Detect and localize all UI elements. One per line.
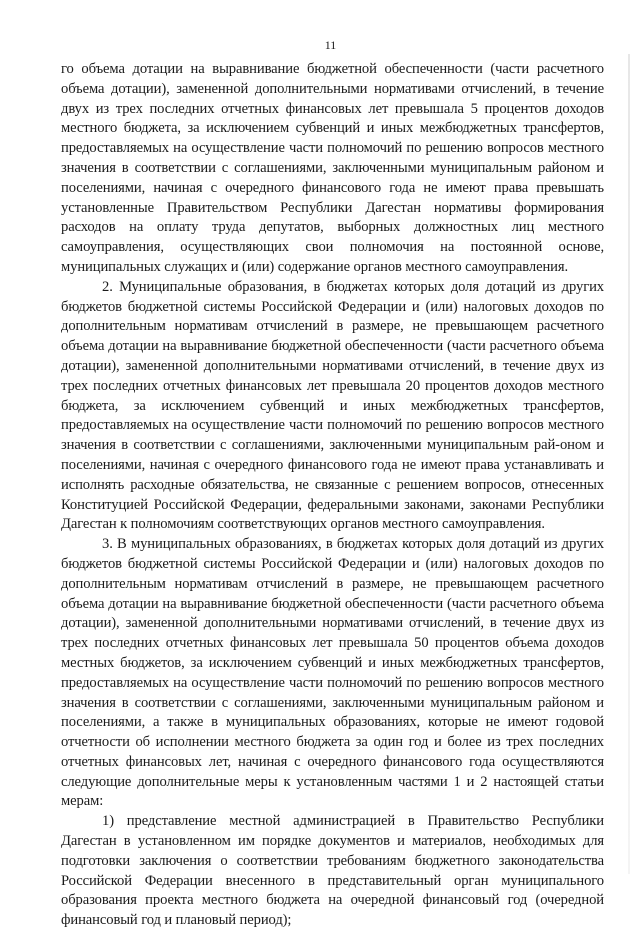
paragraph-item-3: 3. В муниципальных образованиях, в бюджетах которых доля дотаций из других бюджетов бюджетной системы Российской Федерации и (или) налоговых доходов по дополнительным нормативам отчислений в размере, не превышающем расчетного объема дотации на выравнивание бюджетной обеспеченности (части расчетного объема дотации), замененной дополнительными нормативами отчислений, в течение двух из трех последних отчетных финансовых лет превышала 50 процентов объема доходов местных бюджетов, за исключением субвенций и иных межбюджетных трансфертов, предоставляемых на осуществление части полномочий по решению вопросов местного значения в соответствии с соглашениями, заключенными муниципальным районом и поселениями, а также в муниципальных образованиях, которые не имеют годовой отчетности об исполнении местного бюджета за один год и более из трех последних отчетных финансовых лет, начиная с очередного финансового года осуществляются следующие дополнительные меры к установленным частями 1 и 2 настоящей статьи мерам: [61,536,604,810]
scan-edge-mark [628,54,630,874]
paragraph-continuation: го объема дотации на выравнивание бюджетной обеспеченности (части расчетного объема дотации), замененной дополнительными нормативами отчислений, в течение двух из трех последних отчетных финансовых лет превышала 5 процентов доходов местного бюджета, за исключением субвенций и иных межбюджетных трансфертов, предоставляемых на осуществление части полномочий по решению вопросов местного значения в соответствии с соглашениями, заключенными муниципальным районом и поселениями, начиная с очередного финансового года не имеют права превышать установленные Правительством Республики Дагестан нормативы формирования расходов на оплату труда депутатов, выборных должностных лиц местного самоуправления, осуществляющих свои полномочия на постоянной основе, муниципальных служащих и (или) содержание органов местного самоуправления. [61,61,604,275]
page-number: 11 [324,38,337,52]
paragraph-subitem-1: 1) представление местной администрацией в Правительство Республики Дагестан в установленном им порядке документов и материалов, необходимых для подготовки заключения о соответствии требованиям бюджетного законодательства Российской Федерации внесенного в представительный орган муниципального образования проекта местного бюджета на очередной финансовый год (очередной финансовый год и плановый период); [61,813,604,929]
paragraph-item-2: 2. Муниципальные образования, в бюджетах которых доля дотаций из других бюджетов бюджетной системы Российской Федерации и (или) налоговых доходов по дополнительным нормативам отчислений в размере, не превышающем расчетного объема дотации на выравнивание бюджетной обеспеченности (части расчетного объема дотации), замененной дополнительными нормативами отчислений, в течение двух из трех последних отчетных финансовых лет превышала 20 процентов доходов местного бюджета, за исключением субвенций и иных межбюджетных трансфертов, предоставляемых на осуществление части полномочий по решению вопросов местного значения в соответствии с соглашениями, заключенными муниципальным рай-оном и поселениями, начиная с очередного финансового года не имеют права устанавливать и исполнять расходные обязательства, не связанные с решением вопросов, отнесенных Конституцией Российской Федерации, федеральными законами, законами Республики Дагестан к полномочиям соответствующих органов местного самоуправления. [61,278,604,533]
